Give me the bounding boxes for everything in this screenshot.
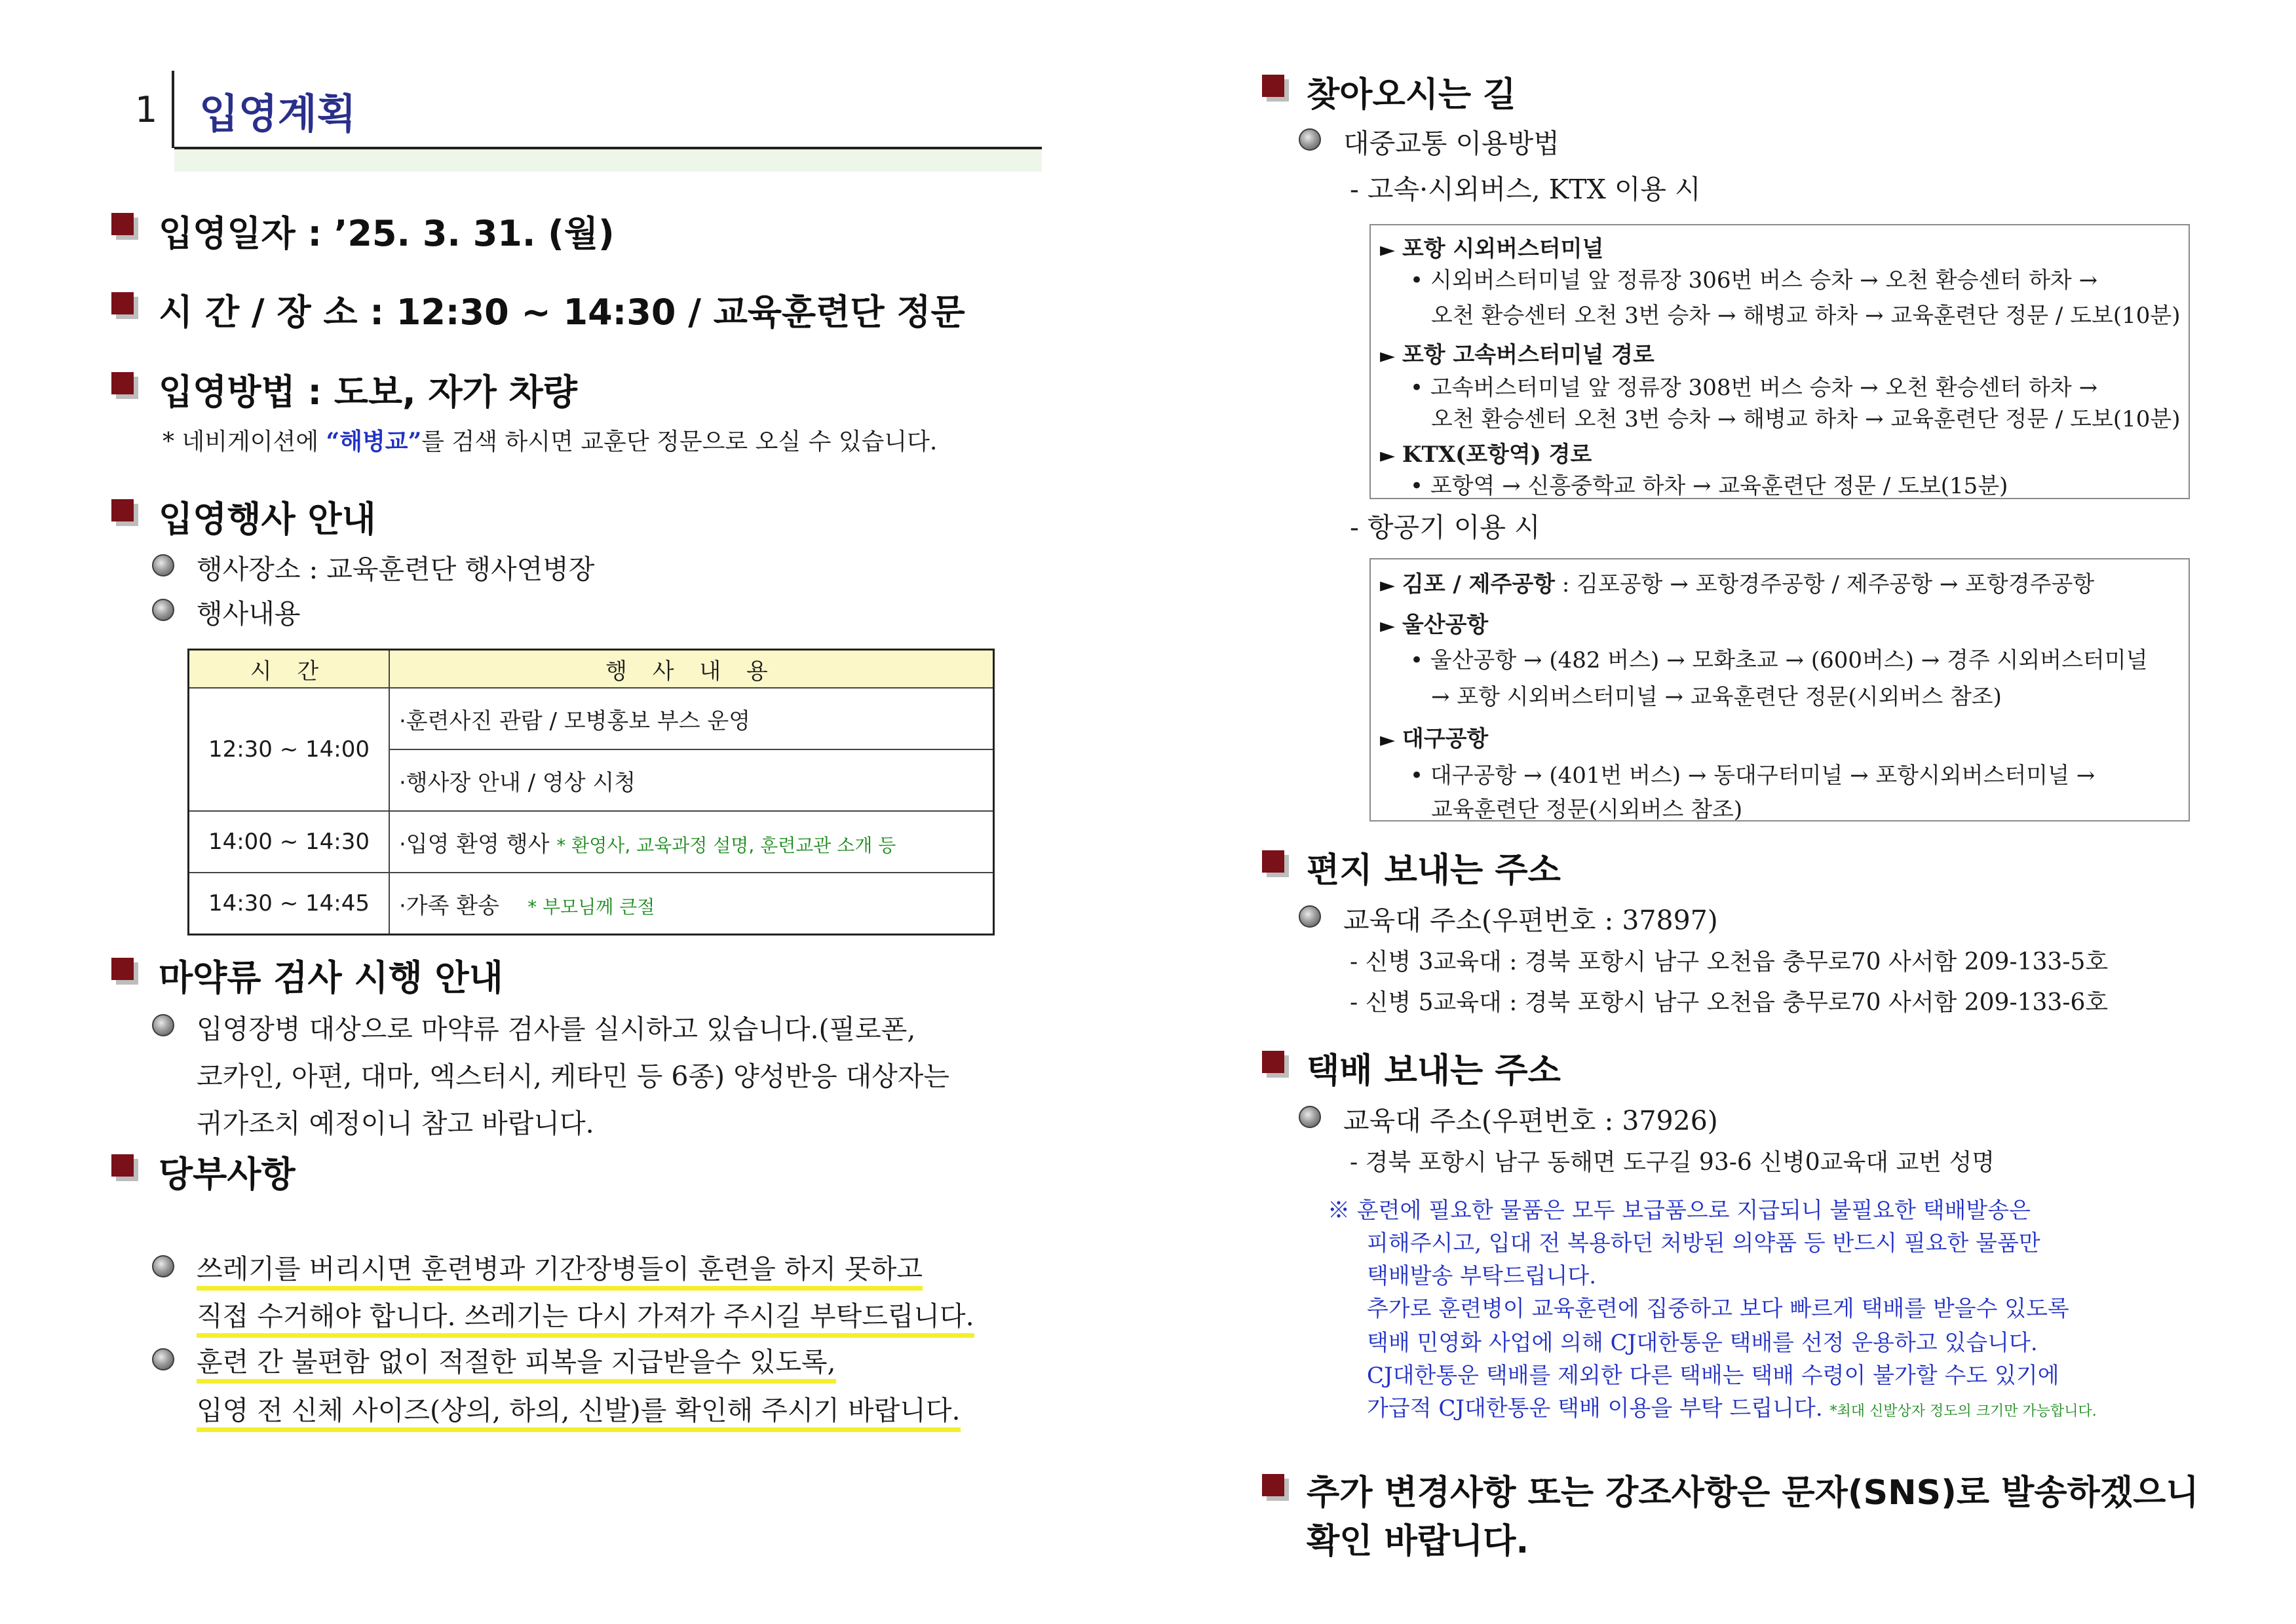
route-line: 오천 환승센터 오천 3번 승차 → 해병교 하차 → 교육훈련단 정문 / 도보(10분) — [1431, 406, 2181, 432]
method-note: * 네비게이션에 “해병교”를 검색 하시면 교훈단 정문으로 오실 수 있습니다. — [163, 428, 938, 455]
parcel-note: 택배 민영화 사업에 의해 CJ대한통운 택배를 선정 운용하고 있습니다. — [1367, 1330, 2038, 1356]
letter-unit: 교육대 주소(우편번호 : 37897) — [1343, 905, 1718, 936]
header-content: 행 사 내 용 — [389, 650, 994, 689]
directions-heading: 찾아오시는 길 — [1307, 75, 1516, 115]
route-line: • 포항역 → 신흥중학교 하차 → 교육훈련단 정문 / 도보(15분) — [1410, 473, 2008, 499]
public-transport: 대중교통 이용방법 — [1343, 128, 1559, 159]
notice-line: 입영 전 신체 사이즈(상의, 하의, 신발)를 확인해 주시기 바랍니다. — [197, 1389, 961, 1427]
bullet-icon — [1299, 128, 1321, 151]
drug-line: 입영장병 대상으로 마약류 검사를 실시하고 있습니다.(필로폰, — [197, 1013, 916, 1045]
bullet-icon — [152, 1348, 174, 1370]
letter-heading: 편지 보내는 주소 — [1307, 851, 1561, 890]
table-row — [189, 688, 994, 749]
content-note: * 부모님께 큰절 — [527, 896, 655, 918]
content-note: * 환영사, 교육과정 설명, 훈련교관 소개 등 — [556, 834, 896, 856]
letter-line: - 신병 3교육대 : 경북 포항시 남구 오천읍 충무로70 사서함 209-133-5호 — [1350, 949, 2109, 975]
bullet-icon — [1299, 1106, 1321, 1128]
route-line: • 시외버스터미널 앞 정류장 306번 버스 승차 → 오천 환승센터 하차 → — [1410, 267, 2098, 293]
time-cell: 14:00 ~ 14:30 — [189, 811, 390, 873]
parcel-size-note: *최대 신발상자 정도의 크기만 가능합니다. — [1829, 1403, 2097, 1420]
route-title: ► 울산공항 — [1380, 612, 1489, 638]
event-place: 행사장소 : 교육훈련단 행사연병장 — [197, 554, 595, 585]
route-line: 오천 환승센터 오천 3번 승차 → 해병교 하차 → 교육훈련단 정문 / 도보(10분) — [1431, 303, 2181, 329]
route-title: ► 포항 고속버스터미널 경로 — [1380, 342, 1655, 368]
drug-line: 코카인, 아편, 대마, 엑스터시, 케타민 등 6종) 양성반응 대상자는 — [197, 1061, 950, 1092]
parcel-note: 택배발송 부탁드립니다. — [1367, 1263, 1597, 1289]
parcel-note: 피해주시고, 입대 전 복용하던 처방된 의약품 등 반드시 필요한 물품만 — [1367, 1230, 2040, 1256]
header-time: 시 간 — [189, 650, 390, 689]
time-cell: 14:30 ~ 14:45 — [189, 873, 390, 935]
final-line: 추가 변경사항 또는 강조사항은 문자(SNS)로 발송하겠으니 — [1307, 1473, 2199, 1513]
notice-line: 훈련 간 불편함 없이 적절한 피복을 지급받을수 있도록, — [197, 1340, 836, 1379]
parcel-note: 추가로 훈련병이 교육훈련에 집중하고 보다 빠르게 택배를 받을수 있도록 — [1367, 1296, 2069, 1322]
method-heading: 입영방법 : 도보, 자가 차량 — [159, 371, 577, 413]
time-cell: 12:30 ~ 14:00 — [189, 688, 390, 811]
bullet-icon — [152, 1255, 174, 1277]
table-row — [189, 873, 994, 935]
content-cell: ·훈련사진 관람 / 모병홍보 부스 운영 — [389, 688, 994, 749]
letter-line: - 신병 5교육대 : 경북 포항시 남구 오천읍 충무로70 사서함 209-133-6호 — [1350, 989, 2109, 1016]
table-header-row — [189, 650, 994, 689]
route-line: • 대구공항 → (401번 버스) → 동대구터미널 → 포항시외버스터미널 → — [1410, 763, 2095, 789]
parcel-note: ※ 훈련에 필요한 물품은 모두 보급품으로 지급되니 불필요한 택배발송은 — [1328, 1198, 2031, 1224]
route-line: 교육훈련단 정문(시외버스 참조) — [1431, 797, 1743, 823]
air-label: - 항공기 이용 시 — [1350, 512, 1540, 543]
marker-icon — [1262, 75, 1284, 97]
parcel-note: 가급적 CJ대한통운 택배 이용을 부탁 드립니다. *최대 신발상자 정도의 크기만 가능합니다. — [1367, 1395, 2097, 1422]
marker-icon — [111, 958, 134, 980]
event-schedule-table — [187, 649, 995, 935]
route-line: • 울산공항 → (482 버스) → 모화초교 → (600버스) → 경주 시외버스터미널 — [1410, 647, 2148, 673]
parcel-unit: 교육대 주소(우편번호 : 37926) — [1343, 1105, 1718, 1137]
bus-ktx-label: - 고속·시외버스, KTX 이용 시 — [1350, 174, 1701, 205]
route-box-air — [1369, 558, 2190, 821]
marker-icon — [111, 213, 134, 235]
drug-line: 귀가조치 예정이니 참고 바랍니다. — [197, 1108, 594, 1139]
route-line: → 포항 시외버스터미널 → 교육훈련단 정문(시외버스 참조) — [1431, 684, 2002, 710]
route-title: ► 김포 / 제주공항 : 김포공항 → 포항경주공항 / 제주공항 → 포항경주공항 — [1380, 571, 2095, 597]
event-content-label: 행사내용 — [197, 598, 301, 630]
content-cell: ·입영 환영 행사 * 환영사, 교육과정 설명, 훈련교관 소개 등 — [389, 811, 994, 873]
event-heading: 입영행사 안내 — [159, 499, 376, 540]
parcel-line: - 경북 포항시 남구 동해면 도구길 93-6 신병0교육대 교번 성명 — [1350, 1149, 1995, 1176]
marker-icon — [111, 292, 134, 314]
notice-line: 쓰레기를 버리시면 훈련병과 기간장병들이 훈련을 하지 못하고 — [197, 1247, 923, 1286]
table-row — [189, 811, 994, 873]
parcel-note: CJ대한통운 택배를 제외한 다른 택배는 택배 수령이 불가할 수도 있기에 — [1367, 1363, 2059, 1389]
notice-line: 직접 수거해야 합니다. 쓰레기는 다시 가져가 주시길 부탁드립니다. — [197, 1294, 974, 1333]
marker-icon — [111, 372, 134, 394]
notice-heading: 당부사항 — [159, 1154, 296, 1195]
content-cell: ·행사장 안내 / 영상 시청 — [389, 749, 994, 811]
header-shade — [174, 149, 1042, 172]
section-title: 입영계획 — [199, 90, 356, 138]
route-title: ► 포항 시외버스터미널 — [1380, 236, 1604, 262]
bullet-icon — [152, 599, 174, 621]
date-heading: 입영일자 : ’25. 3. 31. (월) — [159, 213, 615, 254]
drug-heading: 마약류 검사 시행 안내 — [159, 957, 503, 998]
route-title: ► 대구공항 — [1380, 726, 1489, 752]
header-divider — [172, 71, 174, 148]
section-number: 1 — [135, 89, 158, 130]
route-line: • 고속버스터미널 앞 정류장 308번 버스 승차 → 오천 환승센터 하차 → — [1410, 375, 2098, 401]
parcel-heading: 택배 보내는 주소 — [1307, 1051, 1561, 1091]
marker-icon — [1262, 850, 1284, 873]
marker-icon — [111, 499, 134, 521]
route-title: ► KTX(포항역) 경로 — [1380, 442, 1592, 468]
bullet-icon — [1299, 905, 1321, 928]
bullet-icon — [152, 554, 174, 576]
bullet-icon — [152, 1014, 174, 1036]
time-place-heading: 시 간 / 장 소 : 12:30 ~ 14:30 / 교육훈련단 정문 — [159, 292, 965, 333]
content-cell: ·가족 환송 * 부모님께 큰절 — [389, 873, 994, 935]
navi-keyword: “해병교” — [326, 428, 422, 455]
final-line: 확인 바랍니다. — [1307, 1522, 1529, 1561]
marker-icon — [111, 1154, 134, 1177]
marker-icon — [1262, 1474, 1284, 1496]
marker-icon — [1262, 1051, 1284, 1073]
route-box-bus — [1369, 224, 2190, 499]
